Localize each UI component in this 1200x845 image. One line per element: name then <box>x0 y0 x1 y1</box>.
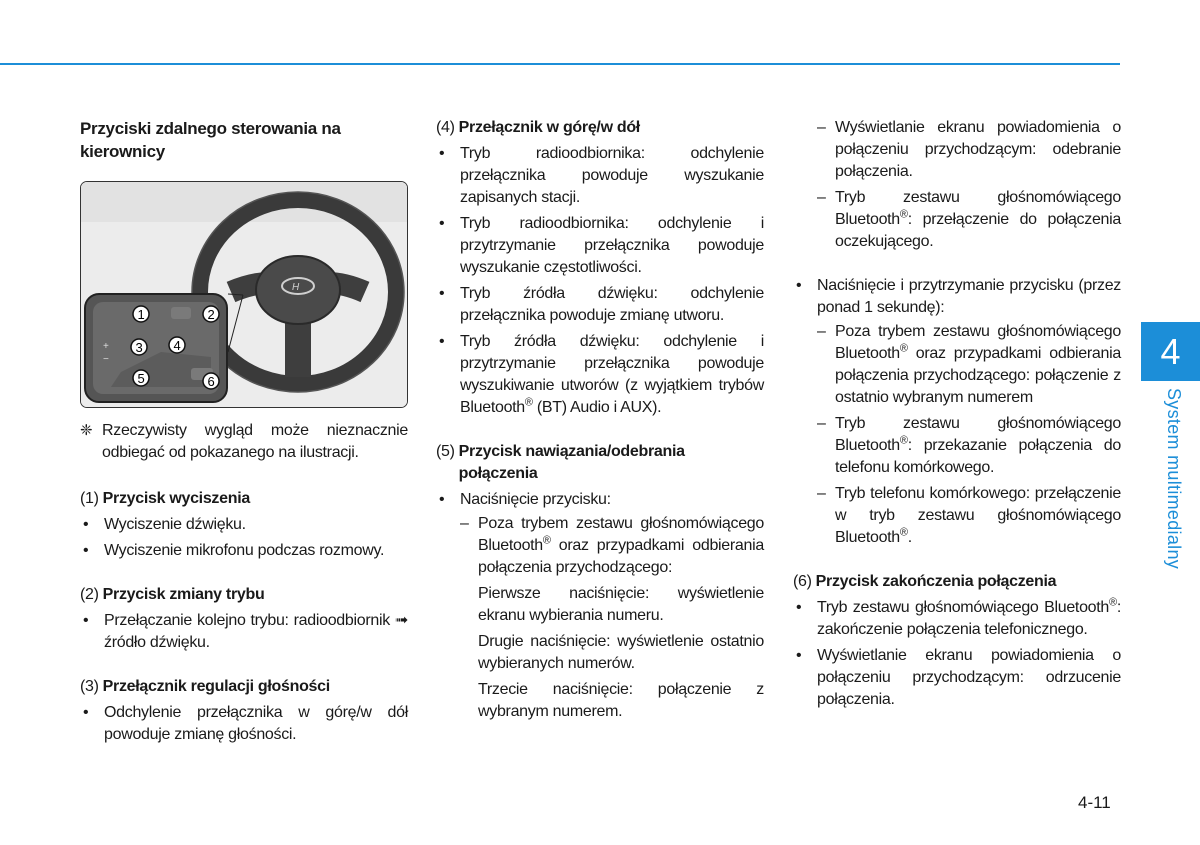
bullet-text: (BT) Audio i AUX). <box>536 399 662 416</box>
section-title: Przyciski zdalnego sterowania na kierownicy <box>80 119 341 161</box>
dash-text: Poza trybem zestawu głośnomówiącego Bluetooth <box>835 323 1121 362</box>
callout-1: 1 <box>137 307 145 322</box>
registered-mark: ® <box>899 526 908 539</box>
item-title: Przycisk nawiązania/odebrania połączenia <box>458 443 685 482</box>
registered-mark: ® <box>542 534 551 547</box>
callout-4: 4 <box>173 338 181 353</box>
chapter-title: System multimedialny <box>1164 388 1184 570</box>
item-number: (2) <box>80 586 99 603</box>
illustration-note <box>80 420 408 464</box>
dash-text: Tryb zestawu głośnomówiącego Bluetooth <box>835 189 1121 228</box>
bullet <box>793 275 1121 549</box>
registered-mark: ® <box>524 396 533 409</box>
column-middle <box>436 117 764 745</box>
sub-paragraph: Drugie naciśnięcie: wyświetlenie ostatnio wybieranych numerów. <box>478 633 764 672</box>
dash-text: : przekazanie połączenia do telefonu komórkowego. <box>835 437 1121 476</box>
steering-wheel-illustration <box>80 181 408 408</box>
dash-text: Tryb telefonu komórkowego: przełączenie w tryb zestawu głośnomówiącego Bluetooth <box>835 485 1121 546</box>
item-3 <box>80 676 408 746</box>
bullet <box>436 489 764 723</box>
registered-mark: ® <box>899 434 908 447</box>
registered-mark: ® <box>899 342 908 355</box>
item-number: (1) <box>80 490 99 507</box>
dash-text: : przełączenie do połączenia oczekującego. <box>835 211 1121 250</box>
callout-3: 3 <box>135 340 143 355</box>
dash-item <box>817 321 1121 409</box>
bullet: • Tryb radioodbiornika: odchylenie przełącznika powoduje wyszukanie zapisanych stacji. <box>436 143 764 209</box>
item-title: Przełącznik regulacji głośności <box>102 678 330 695</box>
steering-wheel-drawing <box>81 182 407 407</box>
bullet-text: : zakończenie połączenia telefonicznego. <box>817 599 1121 638</box>
item-2 <box>80 584 408 654</box>
callout-5: 5 <box>137 371 145 386</box>
bullet: • Wyciszenie dźwięku. <box>80 514 408 536</box>
dash-item <box>817 413 1121 479</box>
column-left <box>80 117 408 768</box>
dash-item <box>817 187 1121 253</box>
item-6 <box>793 571 1121 711</box>
note-text: Rzeczywisty wygląd może nieznacznie odbiegać od pokazanego na ilustracji. <box>102 422 408 461</box>
chapter-number-tab: 4 <box>1141 322 1200 381</box>
registered-mark: ® <box>1109 596 1117 609</box>
dash-text: . <box>907 529 912 546</box>
item-number: (3) <box>80 678 99 695</box>
bullet <box>436 331 764 419</box>
dash-item <box>817 483 1121 549</box>
bullet: • Tryb radioodbiornika: odchylenie i przytrzymanie przełącznika powoduje wyszukanie częstotliwości. <box>436 213 764 279</box>
item-4 <box>436 117 764 419</box>
sub-paragraph: Trzecie naciśnięcie: połączenie z wybranym numerem. <box>478 681 764 720</box>
item-number: (4) <box>436 119 455 136</box>
item-1 <box>80 488 408 562</box>
svg-text:+: + <box>103 341 109 352</box>
item-title: Przycisk zakończenia połączenia <box>815 573 1057 590</box>
callout-2: 2 <box>207 307 215 322</box>
dash-item <box>460 513 764 579</box>
bullet: • Przełączanie kolejno trybu: radioodbiornik ➟ źródło dźwięku. <box>80 610 408 654</box>
dash-text: Poza trybem zestawu głośnomówiącego Bluetooth <box>478 515 764 554</box>
bullet: • Odchylenie przełącznika w górę/w dół powoduje zmianę głośności. <box>80 702 408 746</box>
dash-item: – Wyświetlanie ekranu powiadomienia o połączeniu przychodzącym: odebranie połączenia. <box>817 117 1121 183</box>
column-right <box>793 117 1121 733</box>
dash-text: Tryb zestawu głośnomówiącego Bluetooth <box>835 415 1121 454</box>
item-5 <box>436 441 764 723</box>
bullet-text: Tryb źródła dźwięku: odchylenie i przytrzymanie przełącznika powoduje wyszukiwanie utworów (z wyjątkiem trybów Bluetooth <box>460 333 764 416</box>
dash-text: oraz przypadkami odbierania połączenia przychodzącego: połączenie z ostatnio wybranym numerem <box>835 345 1121 406</box>
svg-text:−: − <box>103 354 109 365</box>
page-number: 4-11 <box>1078 793 1111 812</box>
bullet-text: Naciśnięcie i przytrzymanie przycisku (przez ponad 1 sekundę): <box>817 277 1121 316</box>
dash-text: oraz przypadkami odbierania połączenia przychodzącego: <box>478 537 764 576</box>
bullet: • Wyciszenie mikrofonu podczas rozmowy. <box>80 540 408 562</box>
item-number: (6) <box>793 573 812 590</box>
bullet: • Tryb źródła dźwięku: odchylenie przełącznika powoduje zmianę utworu. <box>436 283 764 327</box>
svg-text:H: H <box>292 282 299 293</box>
item-number: (5) <box>436 443 455 460</box>
item-title: Przycisk wyciszenia <box>102 490 250 507</box>
asterisk-note-icon: ❈ <box>80 422 93 439</box>
item-title: Przycisk zmiany trybu <box>102 586 265 603</box>
registered-mark: ® <box>899 208 908 221</box>
bullet-text: Naciśnięcie przycisku: <box>460 491 611 508</box>
item-title: Przełącznik w górę/w dół <box>458 119 640 136</box>
sub-paragraph: Pierwsze naciśnięcie: wyświetlenie ekranu wybierania numeru. <box>478 585 764 624</box>
bullet <box>793 597 1121 641</box>
callout-6: 6 <box>207 374 215 389</box>
bullet-text: Tryb zestawu głośnomówiącego Bluetooth <box>817 599 1110 616</box>
bullet: • Wyświetlanie ekranu powiadomienia o połączeniu przychodzącym: odrzucenie połączenia. <box>793 645 1121 711</box>
header-rule <box>0 63 1120 65</box>
